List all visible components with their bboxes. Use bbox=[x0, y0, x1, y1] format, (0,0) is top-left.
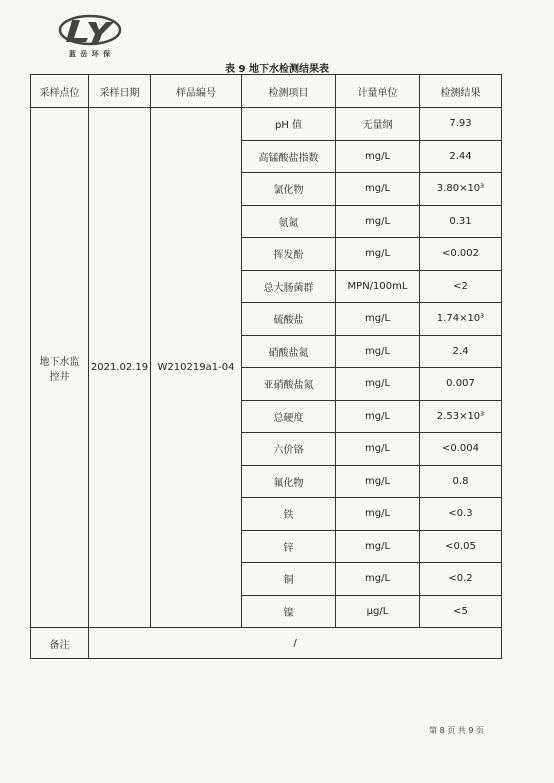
remarks-label: 备注 bbox=[31, 628, 89, 659]
header-date: 采样日期 bbox=[89, 75, 151, 108]
result-cell bbox=[420, 530, 502, 563]
item-cell-text: 挥发酚 bbox=[273, 250, 304, 262]
unit-cell-text: μg/L bbox=[366, 605, 389, 617]
item-cell bbox=[242, 400, 336, 433]
header-unit: 计量单位 bbox=[336, 75, 420, 108]
logo-text: 蓝 岳 环 保 bbox=[68, 50, 112, 58]
result-cell bbox=[420, 270, 502, 303]
result-cell bbox=[420, 433, 502, 466]
unit-cell-text: mg/L bbox=[364, 215, 391, 227]
sample-id-cell: W210219a1-04 bbox=[151, 108, 242, 628]
item-cell bbox=[242, 530, 336, 563]
result-cell-text: 0.007 bbox=[446, 378, 475, 390]
unit-cell bbox=[336, 368, 420, 401]
item-cell bbox=[242, 433, 336, 466]
item-cell bbox=[242, 238, 336, 271]
unit-cell bbox=[336, 303, 420, 336]
result-cell-text: 1.74×10³ bbox=[436, 313, 485, 325]
table-title: 表 9 地下水检测结果表 bbox=[225, 64, 329, 75]
result-cell bbox=[420, 303, 502, 336]
item-cell-text: 硝酸盐氮 bbox=[268, 347, 309, 359]
item-cell bbox=[242, 303, 336, 336]
results-table bbox=[30, 74, 502, 659]
table-body bbox=[31, 108, 502, 628]
item-cell-text: 铁 bbox=[283, 510, 294, 522]
result-cell bbox=[420, 140, 502, 173]
remarks-value: / bbox=[89, 628, 502, 659]
item-cell-text: 总大肠菌群 bbox=[263, 282, 314, 294]
unit-cell-text: mg/L bbox=[364, 573, 391, 585]
unit-cell bbox=[336, 433, 420, 466]
header-site: 采样点位 bbox=[31, 75, 89, 108]
result-cell bbox=[420, 173, 502, 206]
header-result: 检测结果 bbox=[420, 75, 502, 108]
result-cell-text: <0.3 bbox=[448, 508, 473, 520]
item-cell bbox=[242, 108, 336, 141]
company-logo bbox=[58, 14, 122, 58]
unit-cell-text: mg/L bbox=[364, 150, 391, 162]
item-cell-text: 六价铬 bbox=[273, 445, 304, 457]
item-cell-text: 氨氮 bbox=[278, 217, 299, 229]
unit-cell-text: mg/L bbox=[364, 183, 391, 195]
item-cell-text: pH 值 bbox=[274, 120, 303, 132]
unit-cell bbox=[336, 270, 420, 303]
unit-cell-text: mg/L bbox=[364, 443, 391, 455]
unit-cell-text: mg/L bbox=[364, 475, 391, 487]
unit-cell bbox=[336, 173, 420, 206]
date-cell: 2021.02.19 bbox=[89, 108, 151, 628]
unit-cell-text: 无量纲 bbox=[362, 120, 393, 132]
item-cell-text: 总硬度 bbox=[273, 412, 304, 424]
header-item: 检测项目 bbox=[242, 75, 336, 108]
site-cell: 地下水监控井 bbox=[31, 108, 89, 628]
result-cell-text: 0.8 bbox=[452, 475, 469, 487]
unit-cell bbox=[336, 563, 420, 596]
result-cell-text: 2.53×10³ bbox=[436, 410, 485, 422]
unit-cell-text: mg/L bbox=[364, 345, 391, 357]
item-cell bbox=[242, 205, 336, 238]
item-cell-text: 高锰酸盐指数 bbox=[258, 152, 319, 164]
unit-cell-text: mg/L bbox=[364, 540, 391, 552]
result-cell bbox=[420, 563, 502, 596]
unit-cell-text: mg/L bbox=[364, 410, 391, 422]
item-cell bbox=[242, 368, 336, 401]
unit-cell bbox=[336, 465, 420, 498]
table-row bbox=[31, 108, 502, 141]
unit-cell bbox=[336, 238, 420, 271]
result-cell-text: 0.31 bbox=[449, 215, 472, 227]
result-cell-text: <0.002 bbox=[441, 248, 479, 260]
table-header-row bbox=[31, 75, 502, 108]
result-cell-text: <0.05 bbox=[445, 540, 476, 552]
result-cell bbox=[420, 595, 502, 628]
unit-cell bbox=[336, 530, 420, 563]
result-cell bbox=[420, 335, 502, 368]
result-cell bbox=[420, 108, 502, 141]
unit-cell bbox=[336, 400, 420, 433]
result-cell bbox=[420, 498, 502, 531]
result-cell-text: 3.80×10³ bbox=[436, 183, 485, 195]
item-cell bbox=[242, 173, 336, 206]
unit-cell-text: mg/L bbox=[364, 313, 391, 325]
result-cell-text: <0.2 bbox=[448, 573, 473, 585]
unit-cell-text: mg/L bbox=[364, 248, 391, 260]
item-cell-text: 亚硝酸盐氮 bbox=[263, 380, 314, 392]
result-cell bbox=[420, 400, 502, 433]
result-cell-text: 2.4 bbox=[452, 345, 469, 357]
result-cell-text: 2.44 bbox=[449, 150, 472, 162]
item-cell-text: 硫酸盐 bbox=[273, 315, 304, 327]
item-cell bbox=[242, 498, 336, 531]
item-cell-text: 镍 bbox=[283, 607, 294, 619]
unit-cell bbox=[336, 108, 420, 141]
result-cell-text: <5 bbox=[453, 605, 468, 617]
item-cell-text: 氟化物 bbox=[273, 477, 304, 489]
item-cell bbox=[242, 595, 336, 628]
item-cell-text: 氯化物 bbox=[273, 185, 304, 197]
item-cell-text: 锌 bbox=[283, 542, 294, 554]
item-cell bbox=[242, 335, 336, 368]
page-number: 第 8 页 共 9 页 bbox=[429, 726, 484, 735]
result-cell-text: 7.93 bbox=[449, 118, 472, 130]
item-cell-text: 铜 bbox=[283, 575, 294, 587]
unit-cell bbox=[336, 335, 420, 368]
result-cell-text: <0.004 bbox=[441, 443, 479, 455]
header-sample-id: 样品编号 bbox=[151, 75, 242, 108]
result-cell bbox=[420, 238, 502, 271]
result-cell bbox=[420, 205, 502, 238]
ly-logo-icon bbox=[58, 14, 122, 46]
unit-cell-text: mg/L bbox=[364, 378, 391, 390]
item-cell bbox=[242, 140, 336, 173]
unit-cell bbox=[336, 205, 420, 238]
remarks-row bbox=[31, 628, 502, 659]
unit-cell bbox=[336, 498, 420, 531]
result-cell bbox=[420, 465, 502, 498]
result-cell-text: <2 bbox=[453, 280, 468, 292]
result-cell bbox=[420, 368, 502, 401]
unit-cell-text: mg/L bbox=[364, 508, 391, 520]
item-cell bbox=[242, 563, 336, 596]
unit-cell bbox=[336, 140, 420, 173]
item-cell bbox=[242, 270, 336, 303]
unit-cell bbox=[336, 595, 420, 628]
unit-cell-text: MPN/100mL bbox=[347, 280, 408, 292]
item-cell bbox=[242, 465, 336, 498]
